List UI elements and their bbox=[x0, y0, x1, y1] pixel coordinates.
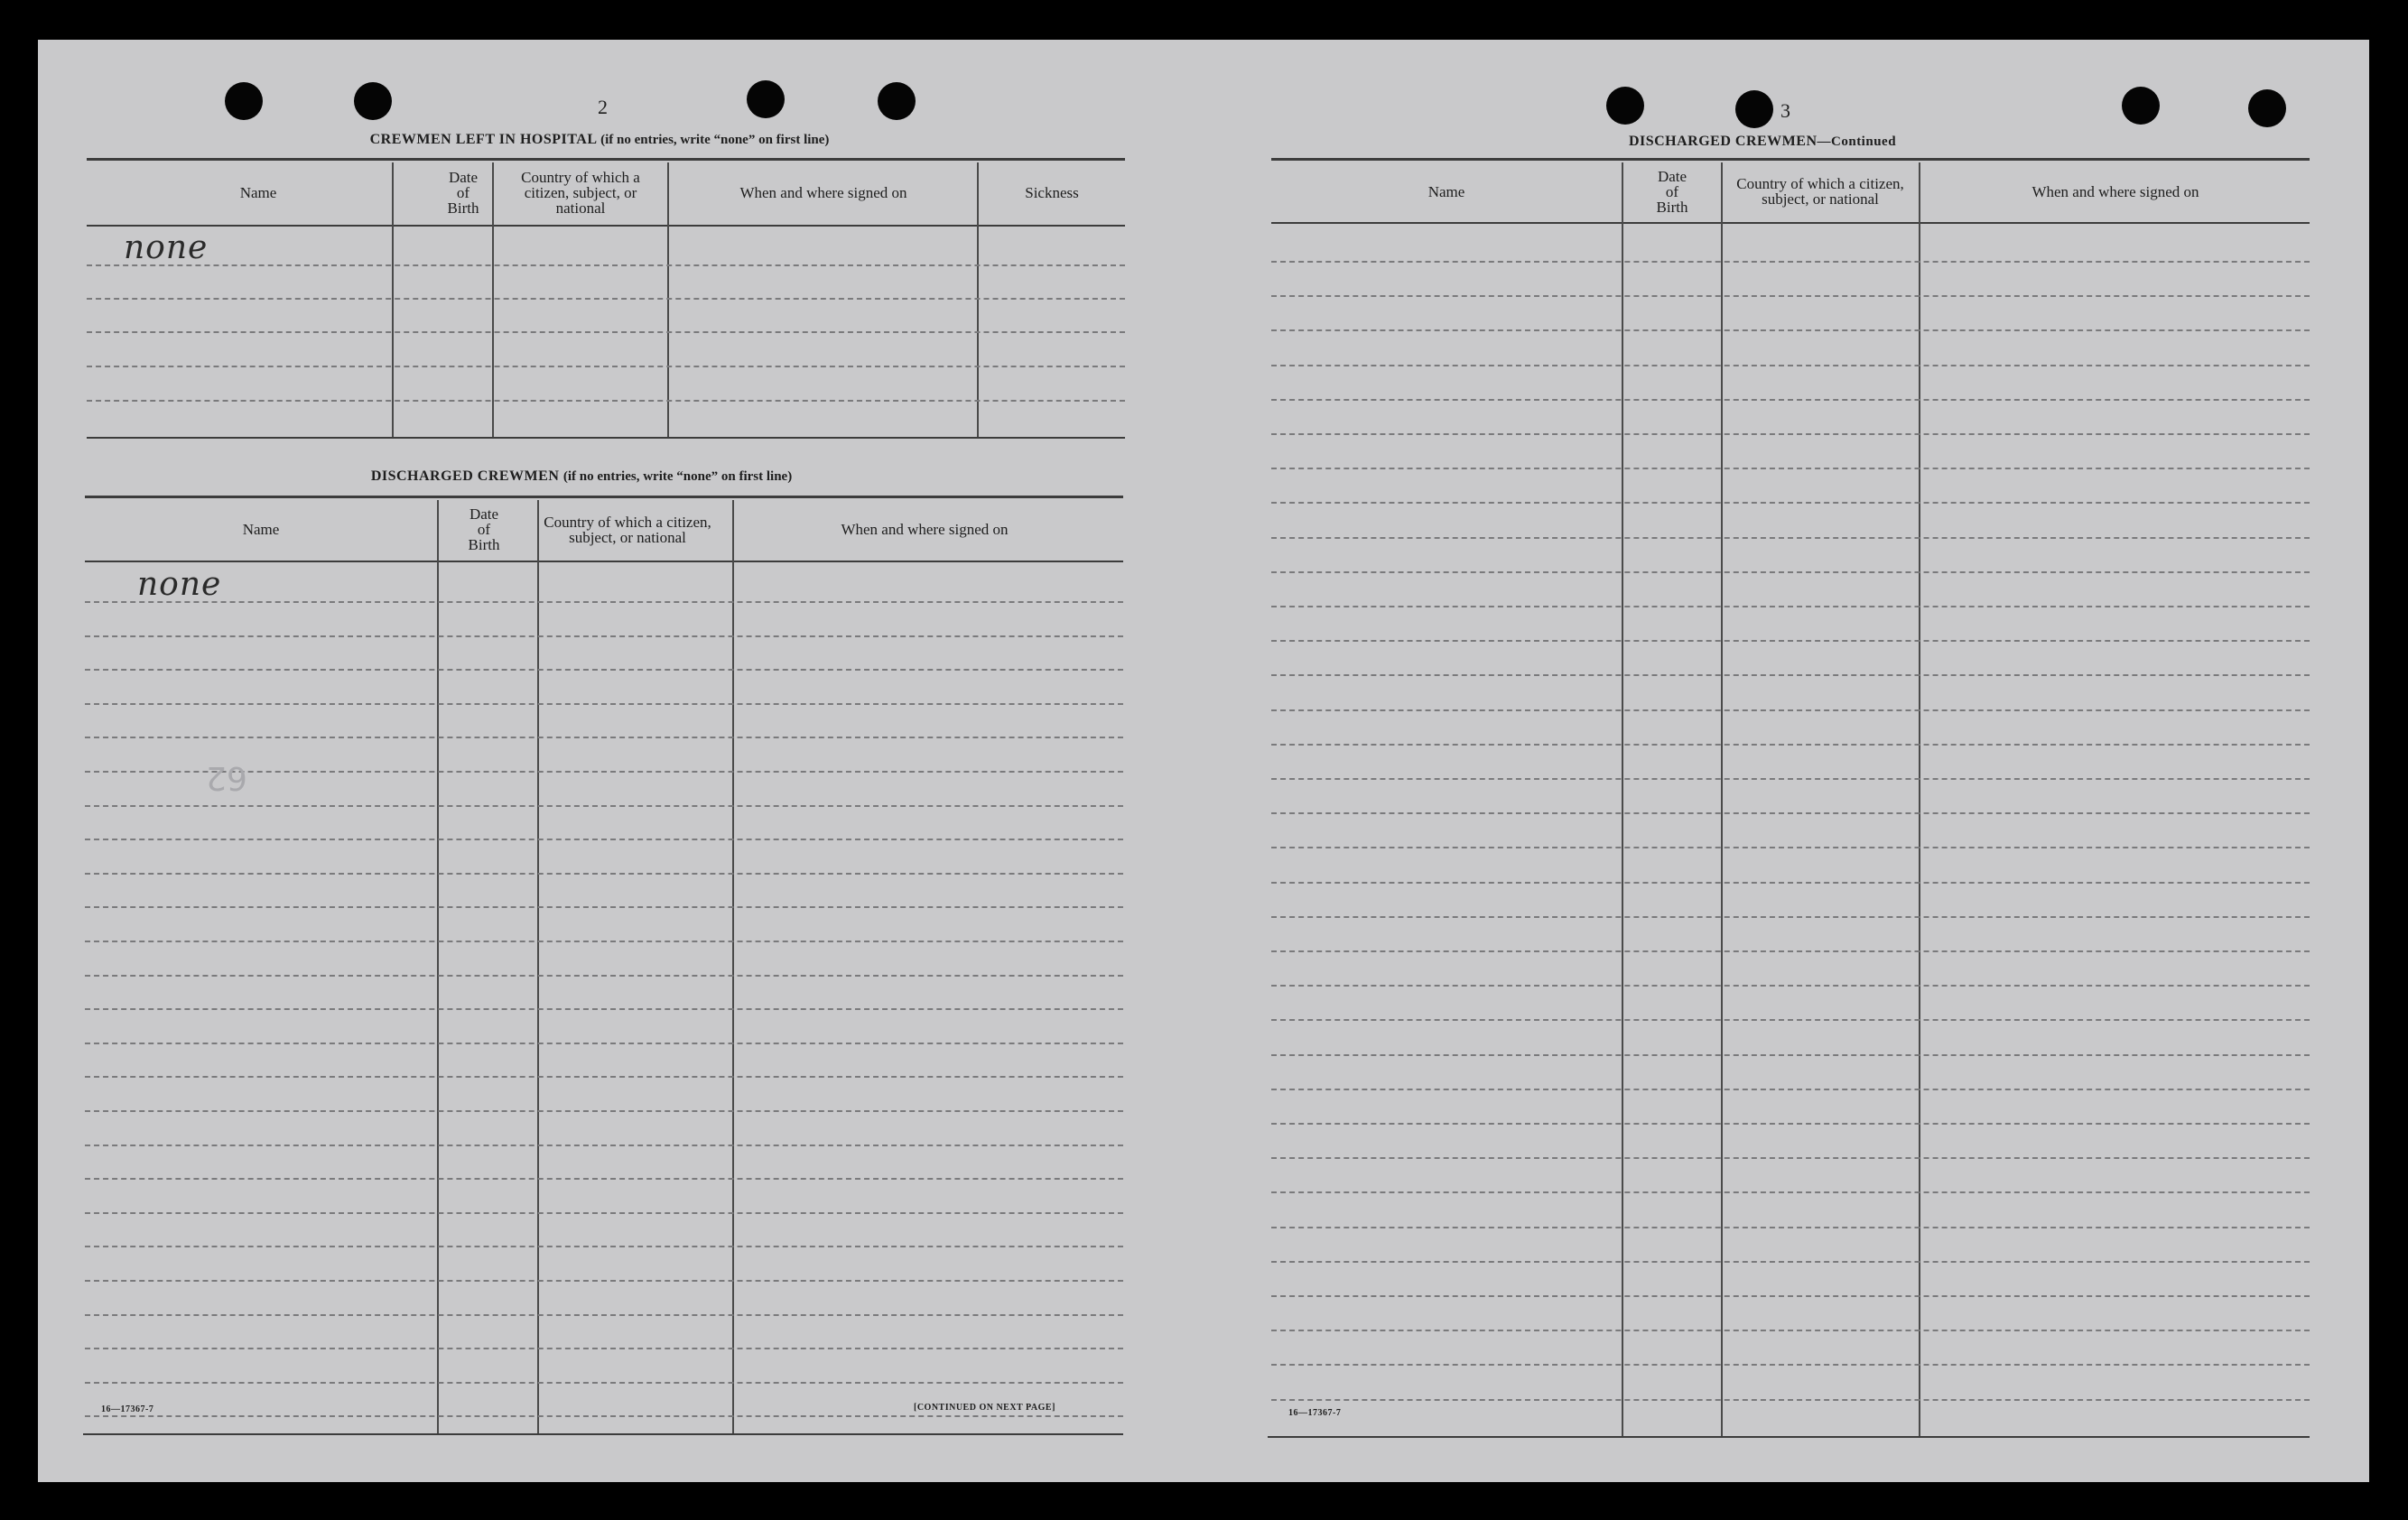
discharged-first-entry: none bbox=[137, 566, 222, 603]
discharged-bottom-rule bbox=[83, 1433, 1123, 1435]
row-line bbox=[1271, 1123, 2310, 1125]
hospital-col-name-header: Name bbox=[239, 184, 277, 201]
row-line bbox=[85, 941, 1123, 942]
punch-hole bbox=[1606, 87, 1644, 125]
right-title-suffix: —Continued bbox=[1817, 134, 1897, 149]
row-line bbox=[85, 703, 1123, 705]
hospital-header-rule bbox=[87, 225, 1125, 227]
right-top-rule bbox=[1271, 158, 2310, 161]
row-line bbox=[85, 1348, 1123, 1349]
row-line bbox=[1271, 433, 2310, 435]
row-line bbox=[1271, 985, 2310, 987]
hospital-col-country-header: Country of which a citizen, subject, or national bbox=[521, 169, 640, 217]
row-line bbox=[85, 1314, 1123, 1316]
row-line bbox=[1271, 778, 2310, 780]
discharged-top-rule bbox=[85, 496, 1123, 498]
row-line bbox=[85, 1246, 1123, 1247]
row-line bbox=[1271, 812, 2310, 814]
right-header-rule bbox=[1271, 222, 2310, 224]
row-line bbox=[1271, 916, 2310, 918]
row-line bbox=[1271, 950, 2310, 952]
right-col-divider bbox=[1622, 162, 1623, 1437]
continued-note: [CONTINUED ON NEXT PAGE] bbox=[914, 1403, 1055, 1413]
row-line bbox=[85, 1280, 1123, 1282]
discharged-col-country-header: Country of which a citizen, subject, or national bbox=[544, 513, 711, 546]
hospital-col-sickness-header: Sickness bbox=[1025, 184, 1079, 201]
row-line bbox=[85, 669, 1123, 671]
row-line bbox=[85, 873, 1123, 875]
hospital-col-divider bbox=[667, 162, 669, 439]
row-line bbox=[85, 1110, 1123, 1112]
discharged-header-rule bbox=[85, 561, 1123, 562]
punch-hole bbox=[354, 82, 392, 120]
row-line bbox=[1271, 1054, 2310, 1056]
right-col-name-header: Name bbox=[1427, 182, 1465, 200]
row-line bbox=[1271, 365, 2310, 366]
punch-hole bbox=[225, 82, 263, 120]
row-line bbox=[1271, 295, 2310, 297]
row-line bbox=[85, 906, 1123, 908]
discharged-col-dob-header: Date of Birth bbox=[468, 505, 500, 553]
hospital-row-line bbox=[87, 331, 1125, 333]
form-number-left: 16—17367-7 bbox=[101, 1404, 154, 1414]
row-line bbox=[1271, 502, 2310, 504]
row-line bbox=[1271, 1019, 2310, 1021]
right-bottom-rule bbox=[1268, 1436, 2310, 1438]
discharged-col-signed-header: When and where signed on bbox=[841, 521, 1009, 538]
row-line bbox=[1271, 847, 2310, 848]
hospital-row-line bbox=[87, 298, 1125, 300]
row-line bbox=[1271, 1295, 2310, 1297]
hospital-col-divider bbox=[392, 162, 394, 439]
discharged-section-title bbox=[85, 468, 1078, 485]
form-number-right: 16—17367-7 bbox=[1288, 1408, 1342, 1418]
hospital-col-signed-header: When and where signed on bbox=[739, 184, 907, 201]
discharged-col-divider bbox=[437, 500, 439, 1434]
discharged-col-divider bbox=[732, 500, 734, 1434]
punch-hole bbox=[878, 82, 916, 120]
punch-hole bbox=[2122, 87, 2160, 125]
right-col-country-header: Country of which a citizen, subject, or national bbox=[1736, 175, 1904, 208]
discharged-title-instruction: (if no entries, write “none” on first line) bbox=[562, 469, 793, 484]
hospital-col-divider bbox=[492, 162, 494, 439]
page-number-right: 3 bbox=[1780, 99, 1790, 122]
row-line bbox=[1271, 674, 2310, 676]
row-line bbox=[1271, 1089, 2310, 1090]
right-col-signed-header: When and where signed on bbox=[2031, 182, 2199, 200]
row-line bbox=[85, 1415, 1123, 1417]
punch-hole bbox=[1735, 90, 1773, 128]
row-line bbox=[1271, 1157, 2310, 1159]
row-line bbox=[85, 1008, 1123, 1010]
right-col-dob-header: Date of Birth bbox=[1656, 167, 1688, 216]
row-line bbox=[85, 839, 1123, 840]
row-line bbox=[85, 1382, 1123, 1384]
right-col-divider bbox=[1919, 162, 1920, 1437]
row-line bbox=[1271, 1399, 2310, 1401]
row-line bbox=[1271, 606, 2310, 607]
hospital-title-text: CREWMEN LEFT IN HOSPITAL bbox=[369, 132, 597, 147]
row-line bbox=[1271, 882, 2310, 884]
hospital-row-line bbox=[87, 400, 1125, 402]
punch-hole bbox=[2248, 89, 2286, 127]
hospital-bottom-rule bbox=[87, 437, 1125, 439]
row-line bbox=[85, 635, 1123, 637]
hospital-row-line bbox=[87, 366, 1125, 367]
row-line bbox=[85, 1145, 1123, 1146]
hospital-col-divider bbox=[977, 162, 979, 439]
row-line bbox=[85, 805, 1123, 807]
row-line bbox=[85, 1043, 1123, 1044]
row-line bbox=[1271, 709, 2310, 711]
discharged-title-text: DISCHARGED CREWMEN bbox=[370, 468, 560, 484]
row-line bbox=[85, 975, 1123, 977]
discharged-col-divider bbox=[537, 500, 539, 1434]
row-line bbox=[85, 1076, 1123, 1078]
row-line bbox=[85, 1178, 1123, 1180]
row-line bbox=[1271, 537, 2310, 539]
row-line bbox=[1271, 1330, 2310, 1331]
right-section-title bbox=[1243, 134, 2282, 150]
punch-hole bbox=[747, 80, 785, 118]
row-line bbox=[1271, 640, 2310, 642]
hospital-row-line bbox=[87, 264, 1125, 266]
row-line bbox=[1271, 571, 2310, 573]
document-page bbox=[38, 40, 2369, 1482]
row-line bbox=[1271, 1261, 2310, 1263]
margin-mark: 62 bbox=[206, 759, 247, 796]
hospital-title-instruction: (if no entries, write “none” on first line) bbox=[600, 133, 830, 147]
right-col-divider bbox=[1721, 162, 1723, 1437]
row-line bbox=[1271, 468, 2310, 469]
row-line bbox=[85, 601, 1123, 603]
row-line bbox=[1271, 1364, 2310, 1366]
row-line bbox=[1271, 399, 2310, 401]
discharged-col-name-header: Name bbox=[242, 521, 280, 538]
right-title-text: DISCHARGED CREWMEN bbox=[1628, 134, 1818, 149]
hospital-col-dob-header: Date of Birth bbox=[447, 169, 479, 217]
row-line bbox=[1271, 1227, 2310, 1228]
row-line bbox=[85, 737, 1123, 738]
row-line bbox=[1271, 744, 2310, 746]
page-number-left: 2 bbox=[598, 96, 608, 118]
row-line bbox=[1271, 1191, 2310, 1193]
row-line bbox=[1271, 329, 2310, 331]
row-line bbox=[85, 1212, 1123, 1214]
hospital-section-title bbox=[85, 132, 1114, 148]
row-line bbox=[1271, 261, 2310, 263]
hospital-first-entry: none bbox=[124, 229, 209, 266]
hospital-top-rule bbox=[87, 158, 1125, 161]
